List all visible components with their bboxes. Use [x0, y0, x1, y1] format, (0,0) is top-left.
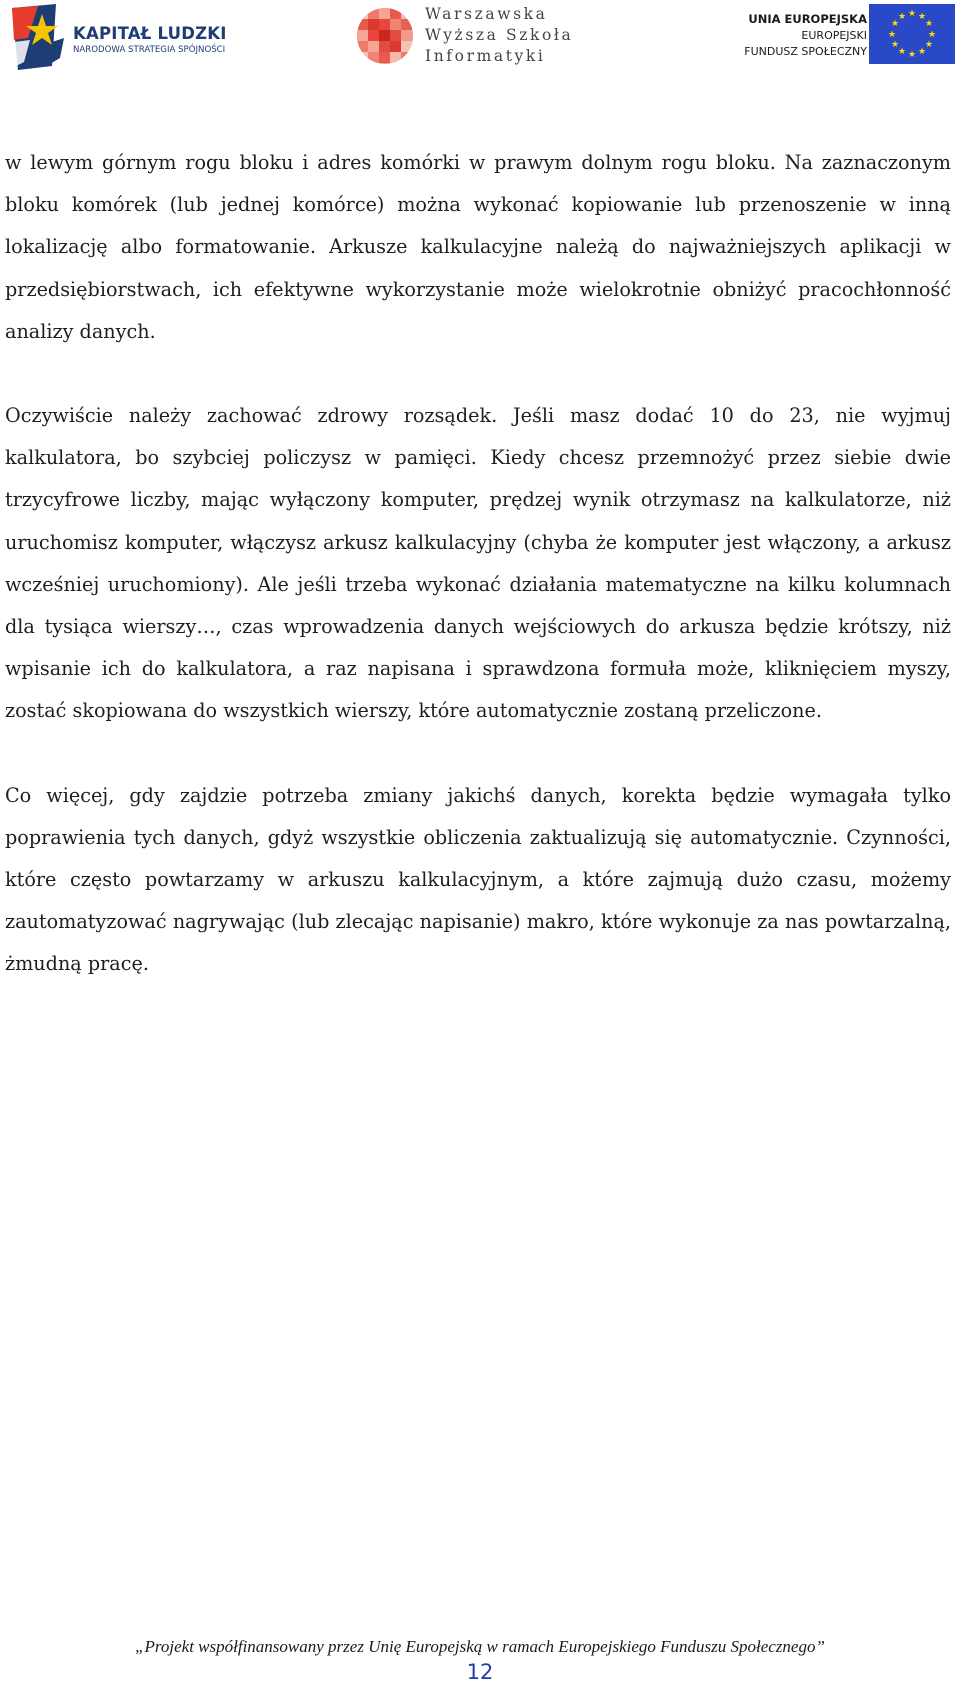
svg-text:★: ★ [924, 40, 934, 50]
paragraph: Co więcej, gdy zajdzie potrzeba zmiany jakichś danych, korekta będzie wymagała tylko poprawienia tych danych, gdyż wszystkie obliczenia zaktualizują się automatycznie. Czynności, które często powtarzamy w arkuszu kalkulacyjnym, a które zajmują dużo czasu, możemy zautomatyzować nagrywając (lub zlecając napisanie) makro, które wykonuje za nas powtarzalną, żmudną pracę. [5, 783, 951, 976]
wwsi-line-3: Informatyki [425, 47, 546, 65]
paragraph: Oczywiście należy zachować zdrowy rozsądek. Jeśli masz dodać 10 do 23, nie wyjmuj kalkulatora, bo szybciej policzysz w pamięci. Kiedy chcesz przemnożyć przez siebie dwie trzycyfrowe liczby, mając wyłączony komputer, prędzej wynik otrzymasz na kalkulatorze, niż uruchomisz komputer, włączysz arkusz kalkulacyjny (chyba że komputer jest włączony, a arkusz wcześniej uruchomiony). Ale jeśli trzeba wykonać działania matematyczne na kilku kolumnach dla tysiąca wierszy…, czas wprowadzenia danych wejściowych do arkusza będzie krótszy, niż wpisanie ich do kalkulatora, a raz napisana i sprawdzona formuła może, kliknięciem myszy, zostać skopiowana do wszystkich wierszy, które automatycznie zostaną przeliczone. [5, 404, 951, 723]
wwsi-line-2: Wyższa Szkoła [425, 26, 574, 44]
wwsi-line-1: Warszawska [425, 5, 548, 23]
kapital-ludzki-logo [8, 2, 248, 72]
svg-text:★: ★ [890, 40, 900, 50]
kapital-ludzki-emblem-icon [8, 2, 66, 72]
svg-text:★: ★ [924, 19, 934, 29]
document-body [5, 142, 951, 1028]
wwsi-logo [355, 2, 585, 72]
svg-text:★: ★ [887, 30, 897, 40]
page-number: 12 [466, 1660, 494, 1684]
svg-text:★: ★ [917, 47, 927, 57]
eu-line-3: FUNDUSZ SPOŁECZNY [744, 45, 867, 58]
footer-cofinancing-note: „Projekt współfinansowany przez Unię Europejską w ramach Europejskiego Funduszu Społecznego” [135, 1637, 825, 1656]
svg-text:★: ★ [927, 30, 937, 40]
eu-line-2: EUROPEJSKI [801, 29, 867, 42]
eu-line-1: UNIA EUROPEJSKA [748, 12, 867, 26]
svg-text:★: ★ [897, 12, 907, 22]
kapital-ludzki-title: KAPITAŁ LUDZKI [73, 24, 227, 43]
eu-flag-icon [869, 4, 955, 64]
svg-text:★: ★ [907, 9, 917, 19]
svg-text:★: ★ [897, 47, 907, 57]
kapital-ludzki-subtitle: NARODOWA STRATEGIA SPÓJNOŚCI [73, 45, 226, 55]
svg-text:★: ★ [917, 12, 927, 22]
svg-text:★: ★ [907, 50, 917, 60]
svg-text:★: ★ [890, 19, 900, 29]
paragraph: w lewym górnym rogu bloku i adres komórki w prawym dolnym rogu bloku. Na zaznaczonym bloku komórek (lub jednej komórce) można wykonać kopiowanie lub przenoszenie w inną lokalizację albo formatowanie. Arkusze kalkulacyjne należą do najważniejszych aplikacji w przedsiębiorstwach, ich efektywne wykorzystanie może wielokrotnie obniżyć pracochłonność analizy danych. [5, 151, 951, 343]
page-header [0, 0, 960, 80]
eu-logo [735, 2, 957, 72]
wwsi-mosaic-icon [355, 6, 415, 66]
